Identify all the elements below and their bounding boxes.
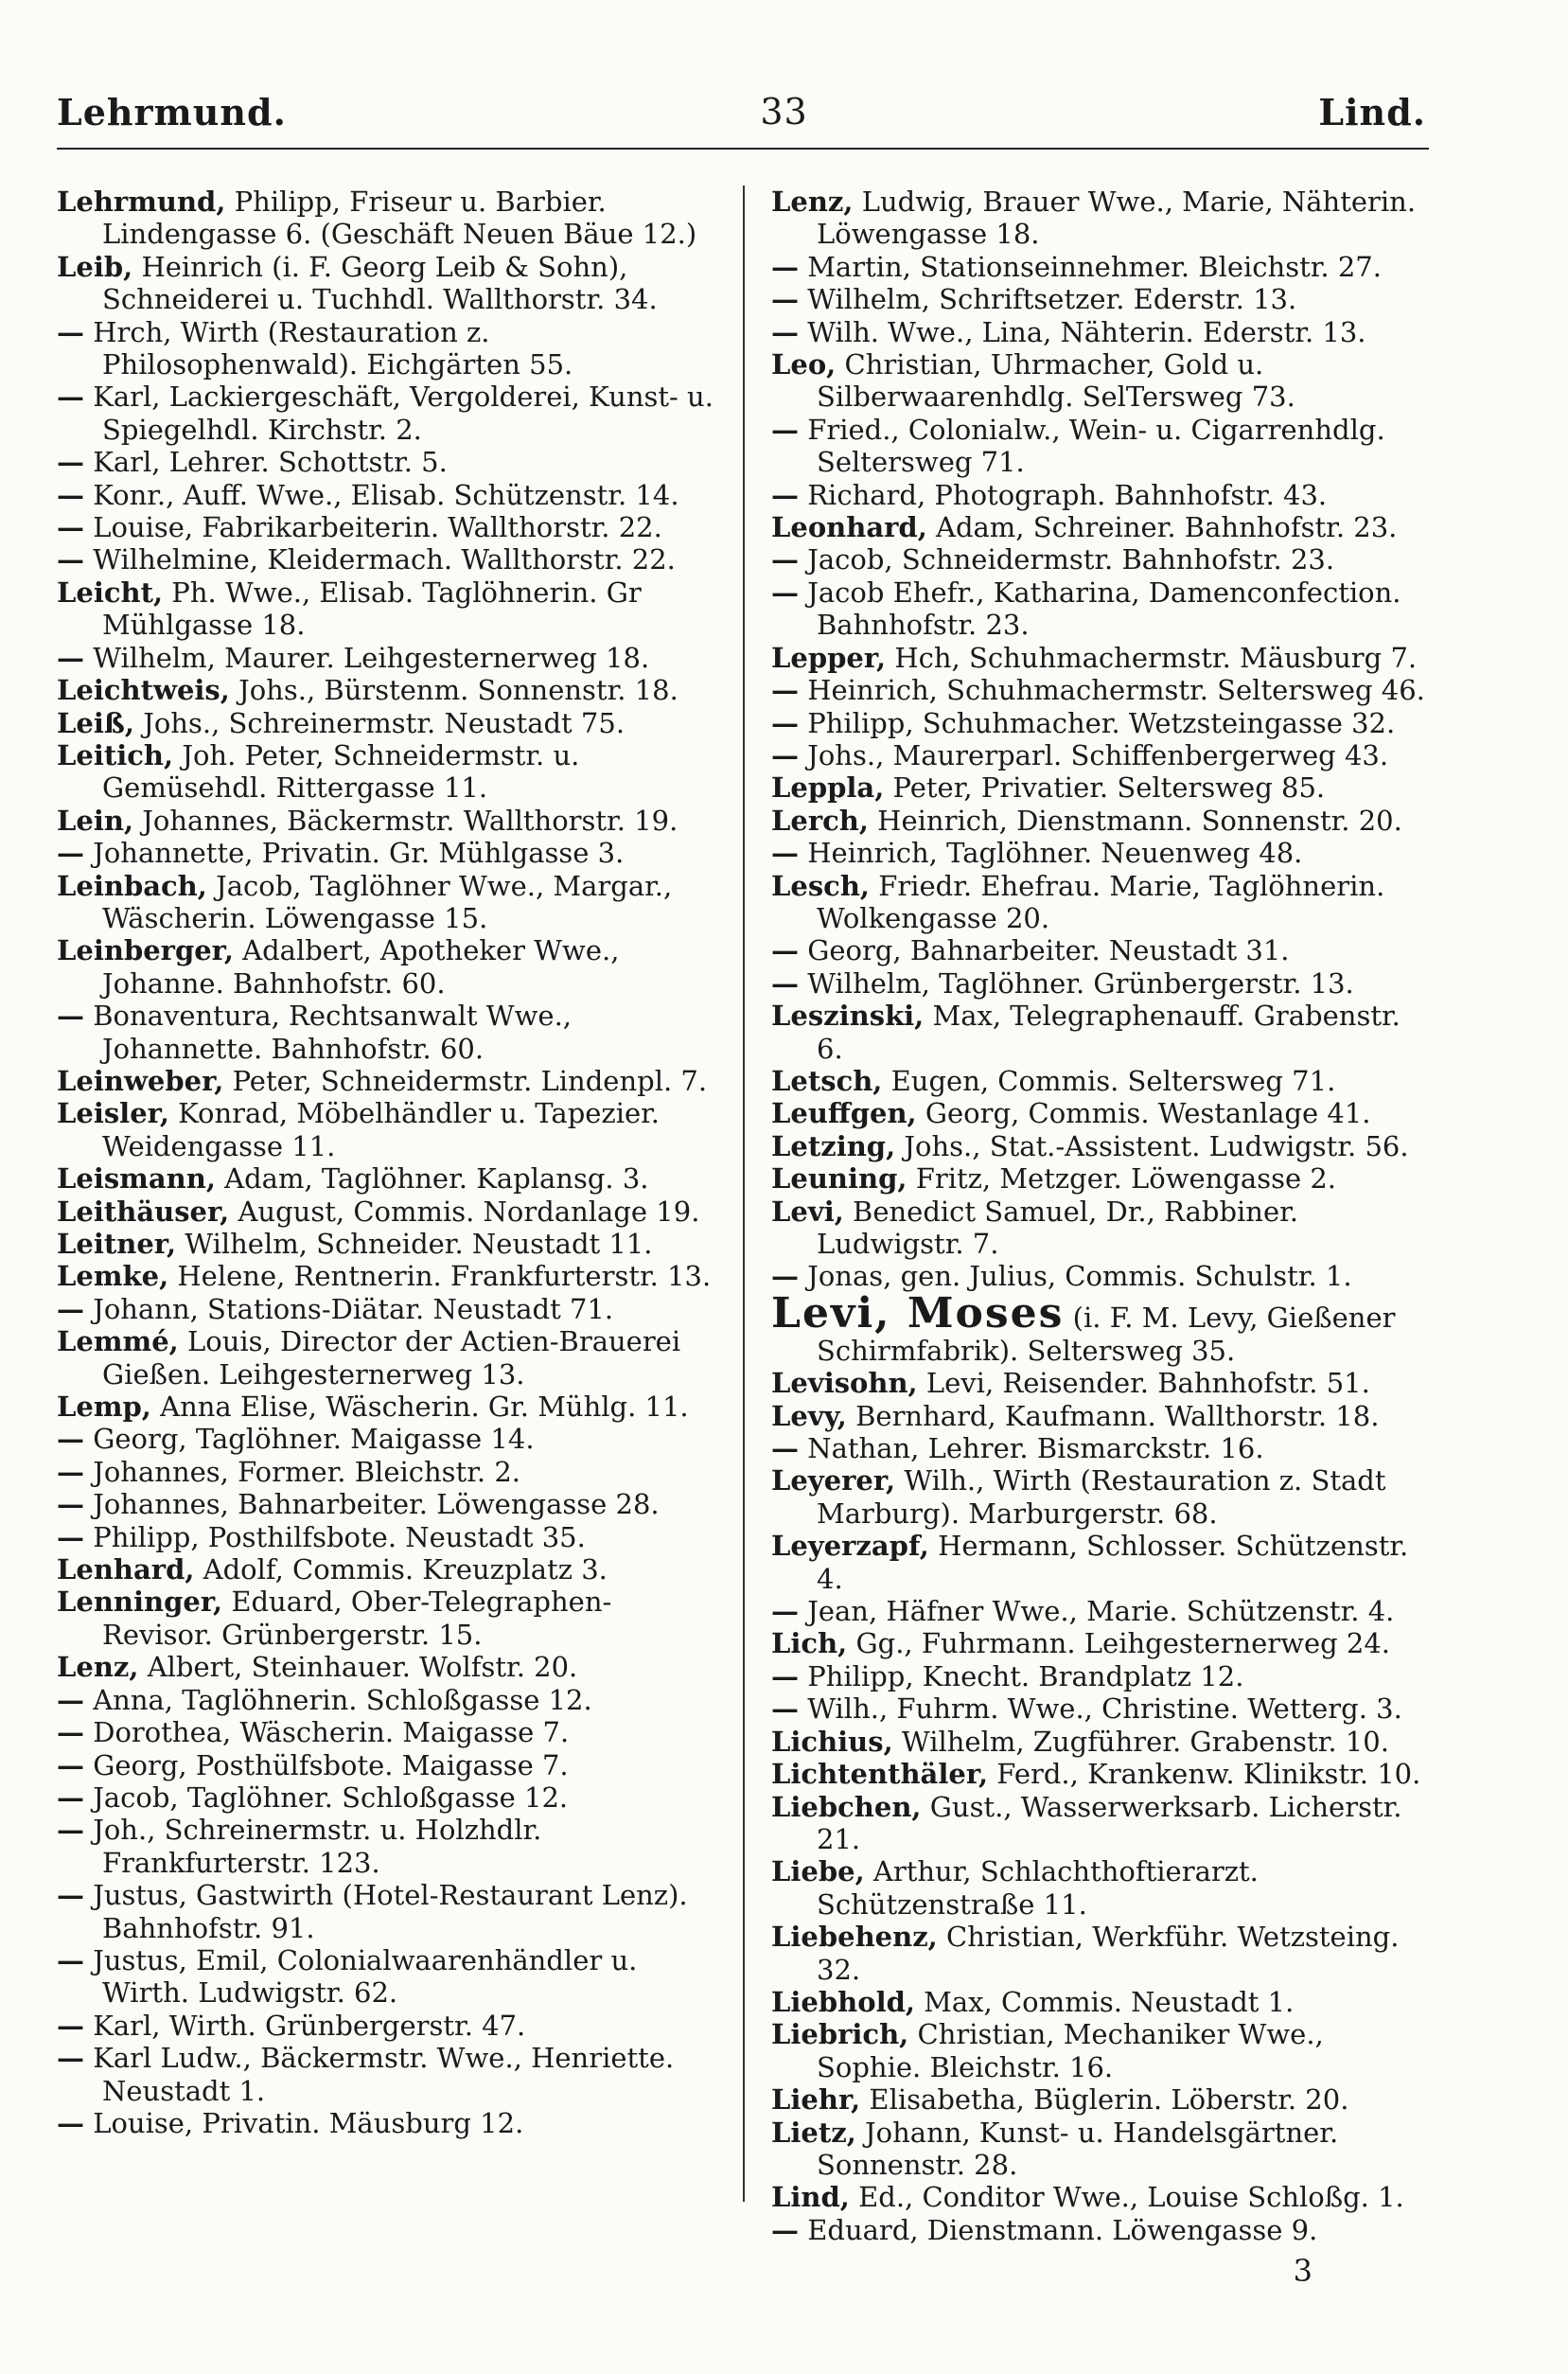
entry-details: Adam, Taglöhner. Kaplansg. 3. [215, 1162, 649, 1196]
entry-details: (i. F. M. Levy, Gießener Schirmfabrik). Seltersweg 35. [817, 1301, 1396, 1367]
directory-entry [771, 771, 1434, 804]
entry-surname: — [771, 250, 799, 283]
directory-entry [57, 1716, 719, 1748]
entry-details: Konrad, Möbelhändler u. Tapezier. Weidengasse 11. [102, 1097, 661, 1162]
entry-surname: — [57, 1292, 84, 1325]
entry-details: Max, Telegraphenauff. Grabenstr. 6. [817, 1000, 1401, 1065]
entry-surname: — [771, 413, 799, 446]
entry-details: Nathan, Lehrer. Bismarckstr. 16. [799, 1432, 1264, 1465]
entry-surname: Leismann, [57, 1162, 216, 1196]
entry-surname: Lemke, [57, 1260, 169, 1293]
entry-surname: Leyerer, [771, 1464, 896, 1497]
directory-entry [771, 1196, 1434, 1261]
entry-surname: Liebe, [771, 1855, 865, 1888]
directory-entry [57, 1781, 719, 1814]
directory-entry [771, 1464, 1434, 1530]
directory-entry [57, 1000, 719, 1065]
directory-entry [771, 283, 1434, 315]
running-head-left: Lehrmund. [57, 91, 287, 133]
entry-surname: — [57, 1716, 84, 1749]
entry-surname: — [771, 2213, 799, 2246]
entry-details: Louis, Director der Actien-Brauerei Gießen. Leihgesternerweg 13. [102, 1325, 681, 1391]
directory-entry [57, 1097, 719, 1162]
entry-details: Johs., Maurerparl. Schiffenbergerweg 43. [799, 738, 1389, 771]
entry-details: Christian, Uhrmacher, Gold u. Silberwaarenhdlg. SelTersweg 73. [817, 348, 1295, 414]
running-head-right: Lind. [1318, 91, 1426, 133]
left-column [57, 186, 719, 2139]
directory-entry [771, 1660, 1434, 1692]
entry-surname: Leiß, [57, 706, 134, 739]
entry-details: Anna, Taglöhnerin. Schloßgasse 12. [84, 1683, 592, 1716]
directory-entry [771, 2214, 1434, 2246]
entry-details: Johann, Stations-Diätar. Neustadt 71. [84, 1292, 614, 1325]
entry-surname: — [771, 1260, 799, 1293]
entry-surname: Leo, [771, 348, 837, 381]
entry-details: Albert, Steinhauer. Wolfstr. 20. [138, 1651, 578, 1684]
directory-entry [771, 1432, 1434, 1464]
entry-details: Dorothea, Wäscherin. Maigasse 7. [84, 1716, 570, 1749]
entry-surname: Lenninger, [57, 1586, 223, 1619]
directory-entry [771, 1097, 1434, 1129]
directory-entry [57, 1879, 719, 1944]
entry-details: Friedr. Ehefrau. Marie, Taglöhnerin. Wolkengasse 20. [817, 869, 1385, 934]
directory-entry [771, 1758, 1434, 1790]
entry-details: Wilh., Fuhrm. Wwe., Christine. Wetterg. 3. [799, 1692, 1402, 1726]
entry-surname: Leitich, [57, 738, 174, 771]
entry-surname: Lichius, [771, 1725, 893, 1758]
directory-entry [57, 1228, 719, 1260]
entry-surname: — [57, 1423, 84, 1456]
entry-surname: — [771, 1692, 799, 1726]
directory-entry [57, 674, 719, 706]
directory-entry [57, 316, 719, 381]
directory-entry [771, 511, 1434, 543]
entry-surname: Levy, [771, 1399, 847, 1432]
directory-entry [57, 251, 719, 316]
directory-entry [771, 1627, 1434, 1659]
entry-details: Georg, Taglöhner. Maigasse 14. [84, 1423, 535, 1456]
directory-entry [57, 707, 719, 739]
entry-surname: Leyerzapf, [771, 1530, 929, 1563]
directory-entry [57, 805, 719, 837]
entry-details: Fried., Colonialw., Wein- u. Cigarrenhdlg. Seltersweg 71. [799, 413, 1385, 479]
directory-entry [57, 1651, 719, 1683]
entry-details: Heinrich (i. F. Georg Leib & Sohn), Schneiderei u. Tuchhdl. Wallthorstr. 34. [102, 250, 658, 316]
entry-surname: Liebrich, [771, 2018, 909, 2051]
entry-surname: — [57, 543, 84, 576]
directory-entry [771, 837, 1434, 869]
entry-surname: — [57, 2009, 84, 2042]
directory-entry [771, 739, 1434, 771]
entry-surname: Leisler, [57, 1097, 169, 1130]
entry-surname: — [771, 576, 799, 609]
entry-details: Heinrich, Dienstmann. Sonnenstr. 20. [868, 804, 1402, 837]
entry-details: Max, Commis. Neustadt 1. [914, 1985, 1295, 2018]
entry-surname: Lehrmund, [57, 186, 226, 218]
entry-surname: — [57, 2106, 84, 2139]
directory-entry [57, 186, 719, 251]
entry-details: Ed., Conditor Wwe., Louise Schloßg. 1. [849, 2181, 1404, 2214]
entry-details: Jonas, gen. Julius, Commis. Schulstr. 1. [799, 1260, 1352, 1293]
entry-details: Johs., Schreinermstr. Neustadt 75. [134, 706, 625, 739]
entry-surname: Lenz, [771, 186, 854, 218]
entry-surname: Letzing, [771, 1129, 896, 1162]
entry-details: Justus, Emil, Colonialwaarenhändler u. Wirth. Ludwigstr. 62. [84, 1943, 638, 2010]
entry-details: Hch, Schuhmachermstr. Mäusburg 7. [886, 641, 1418, 674]
entry-surname: Liehr, [771, 2083, 861, 2117]
entry-surname: — [57, 1455, 84, 1488]
entry-details: Hrch, Wirth (Restauration z. Philosophenwald). Eichgärten 55. [84, 315, 573, 381]
directory-entry [57, 576, 719, 642]
directory-entry [771, 642, 1434, 674]
directory-entry [771, 674, 1434, 706]
entry-surname: — [771, 283, 799, 316]
directory-entry [57, 2010, 719, 2042]
entry-details: Karl, Lehrer. Schottstr. 5. [84, 446, 448, 479]
entry-details: Ph. Wwe., Elisab. Taglöhnerin. Gr Mühlgasse 18. [102, 576, 642, 642]
entry-surname: Lemmé, [57, 1325, 179, 1358]
entry-details: Bonaventura, Rechtsanwalt Wwe., Johannette. Bahnhofstr. 60. [84, 1000, 573, 1065]
entry-details: Fritz, Metzger. Löwengasse 2. [907, 1162, 1337, 1196]
entry-surname: — [57, 1879, 84, 1912]
directory-entry [771, 1692, 1434, 1725]
directory-entry [57, 642, 719, 674]
entry-surname: — [57, 1814, 84, 1847]
entry-details: Philipp, Knecht. Brandplatz 12. [799, 1659, 1244, 1692]
entry-surname: — [771, 1595, 799, 1628]
entry-details: Johs., Bürstenm. Sonnenstr. 18. [229, 674, 678, 707]
directory-entry [771, 805, 1434, 837]
entry-details: Peter, Privatier. Seltersweg 85. [884, 771, 1326, 805]
entry-details: Johannes, Bahnarbeiter. Löwengasse 28. [84, 1488, 660, 1521]
directory-entry [57, 1521, 719, 1553]
entry-details: Louise, Privatin. Mäusburg 12. [84, 2106, 524, 2139]
entry-details: Peter, Schneidermstr. Lindenpl. 7. [223, 1064, 708, 1097]
directory-entry [771, 479, 1434, 511]
entry-surname: — [771, 478, 799, 511]
directory-entry [771, 348, 1434, 414]
entry-details: Christian, Mechaniker Wwe., Sophie. Bleichstr. 16. [817, 2018, 1324, 2083]
directory-entry [57, 739, 719, 805]
entry-surname: Leonhard, [771, 511, 927, 544]
page-number: 33 [760, 91, 808, 133]
entry-surname: — [57, 381, 84, 414]
directory-entry [57, 1196, 719, 1228]
entry-surname: Leicht, [57, 576, 164, 609]
entry-details: Joh. Peter, Schneidermstr. u. Gemüsehdl. Rittergasse 11. [102, 738, 580, 805]
directory-entry [771, 1162, 1434, 1195]
entry-surname: — [771, 315, 799, 348]
directory-entry [57, 1162, 719, 1195]
entry-surname: Lesch, [771, 869, 871, 902]
entry-details: Johann, Kunst- u. Handelsgärtner. Sonnenstr. 28. [817, 2116, 1339, 2181]
entry-details: Wilhelm, Schneider. Neustadt 11. [176, 1228, 653, 1260]
entry-surname: — [57, 446, 84, 479]
directory-entry [771, 1367, 1434, 1399]
entry-details: Ferd., Krankenw. Klinikstr. 10. [988, 1758, 1421, 1791]
header-rule [57, 148, 1429, 150]
entry-details: Adalbert, Apotheker Wwe., Johanne. Bahnhofstr. 60. [102, 934, 620, 1000]
entry-details: Wilhelm, Zugführer. Grabenstr. 10. [892, 1725, 1389, 1758]
entry-details: Louise, Fabrikarbeiterin. Wallthorstr. 22. [84, 511, 662, 544]
entry-surname: Levi, Moses [771, 1288, 1065, 1338]
entry-surname: Leszinski, [771, 1000, 925, 1033]
directory-entry [771, 1921, 1434, 1986]
directory-entry [57, 1456, 719, 1488]
directory-entry [771, 1000, 1434, 1065]
directory-entry [57, 1423, 719, 1455]
entry-surname: Leinbach, [57, 869, 207, 902]
entry-surname: Leuning, [771, 1162, 907, 1196]
directory-entry [57, 1260, 719, 1292]
directory-entry [57, 1814, 719, 1879]
directory-entry [57, 1586, 719, 1651]
entry-details: Ludwig, Brauer Wwe., Marie, Nähterin. Löwengasse 18. [817, 186, 1417, 251]
directory-entry [57, 1944, 719, 2010]
directory-entry [771, 1791, 1434, 1856]
entry-surname: Lietz, [771, 2116, 856, 2149]
entry-surname: — [57, 478, 84, 511]
entry-details: Levi, Reisender. Bahnhofstr. 51. [917, 1367, 1370, 1400]
directory-entry [57, 479, 719, 511]
entry-surname: — [57, 315, 84, 348]
directory-entry [771, 1595, 1434, 1627]
directory-entry [57, 381, 719, 446]
directory-entry [771, 186, 1434, 251]
entry-details: Christian, Werkführ. Wetzsteing. 32. [817, 1921, 1400, 1986]
directory-entry [57, 2042, 719, 2107]
entry-surname: Leuffgen, [771, 1097, 917, 1130]
entry-details: Wilhelm, Taglöhner. Grünbergerstr. 13. [799, 966, 1354, 1000]
entry-details: Wilhelmine, Kleidermach. Wallthorstr. 22. [84, 543, 676, 576]
column-divider [743, 186, 745, 2202]
entry-surname: — [57, 2042, 84, 2075]
directory-entry [57, 1391, 719, 1423]
directory-entry [57, 1749, 719, 1781]
entry-surname: — [771, 674, 799, 707]
entry-details: August, Commis. Nordanlage 19. [229, 1195, 700, 1228]
directory-entry [771, 1726, 1434, 1758]
entry-details: Martin, Stationseinnehmer. Bleichstr. 27. [799, 250, 1382, 283]
entry-details: Heinrich, Schuhmachermstr. Seltersweg 46. [799, 674, 1425, 707]
directory-entry [57, 1553, 719, 1586]
entry-surname: Leppla, [771, 771, 885, 805]
directory-entry [771, 2083, 1434, 2116]
directory-entry [771, 1530, 1434, 1595]
directory-entry [771, 1260, 1434, 1292]
entry-surname: — [771, 1659, 799, 1692]
directory-entry [771, 1400, 1434, 1432]
entry-details: Jean, Häfner Wwe., Marie. Schützenstr. 4. [799, 1595, 1395, 1628]
entry-surname: Lein, [57, 804, 134, 837]
directory-entry [57, 1684, 719, 1716]
entry-details: Jacob, Schneidermstr. Bahnhofstr. 23. [799, 543, 1335, 576]
entry-surname: — [57, 1748, 84, 1781]
entry-surname: — [57, 1520, 84, 1553]
entry-surname: Liebchen, [771, 1790, 922, 1823]
directory-entry [771, 1288, 1434, 1367]
entry-details: Georg, Posthülfsbote. Maigasse 7. [84, 1748, 569, 1781]
entry-surname: Levi, [771, 1195, 844, 1228]
entry-details: Joh., Schreinermstr. u. Holzhdlr. Frankfurterstr. 123. [84, 1814, 542, 1879]
entry-surname: Lenz, [57, 1651, 139, 1684]
entry-details: Johannes, Bäckermstr. Wallthorstr. 19. [133, 804, 678, 837]
directory-entry [771, 414, 1434, 479]
entry-details: Johs., Stat.-Assistent. Ludwigstr. 56. [895, 1129, 1409, 1162]
entry-surname: — [771, 1432, 799, 1465]
directory-entry [57, 870, 719, 935]
entry-surname: — [771, 934, 799, 967]
entry-surname: — [771, 706, 799, 739]
entry-details: Adolf, Commis. Kreuzplatz 3. [194, 1553, 608, 1586]
entry-surname: Leitner, [57, 1228, 177, 1260]
entry-surname: Lenhard, [57, 1553, 195, 1586]
entry-details: Arthur, Schlachthoftierarzt. Schützenstraße 11. [817, 1855, 1259, 1921]
directory-entry [57, 543, 719, 576]
directory-entry [771, 934, 1434, 966]
entry-surname: Lind, [771, 2181, 850, 2214]
entry-details: Jacob Ehefr., Katharina, Damenconfection. Bahnhofstr. 23. [799, 576, 1401, 642]
entry-surname: — [57, 1780, 84, 1814]
entry-surname: — [771, 966, 799, 1000]
entry-details: Georg, Bahnarbeiter. Neustadt 31. [799, 934, 1290, 967]
entry-details: Gust., Wasserwerksarb. Licherstr. 21. [817, 1790, 1402, 1855]
directory-entry [771, 870, 1434, 935]
entry-details: Adam, Schreiner. Bahnhofstr. 23. [926, 511, 1398, 544]
entry-details: Eduard, Ober-Telegraphen-Revisor. Grünbergerstr. 15. [102, 1586, 612, 1651]
entry-surname: Lepper, [771, 641, 887, 674]
entry-surname: — [57, 641, 84, 674]
entry-details: Jacob, Taglöhner. Schloßgasse 12. [84, 1780, 569, 1814]
entry-surname: — [57, 511, 84, 544]
entry-surname: Lemp, [57, 1391, 151, 1424]
directory-entry [771, 2117, 1434, 2182]
directory-entry [57, 1325, 719, 1391]
entry-surname: — [57, 1488, 84, 1521]
entry-details: Wilh. Wwe., Lina, Nähterin. Ederstr. 13. [799, 315, 1366, 348]
entry-details: Heinrich, Taglöhner. Neuenweg 48. [799, 837, 1303, 870]
directory-entry [57, 1488, 719, 1520]
entry-details: Justus, Gastwirth (Hotel-Restaurant Lenz). Bahnhofstr. 91. [84, 1879, 688, 1944]
directory-entry [771, 576, 1434, 642]
directory-entry [57, 511, 719, 543]
entry-details: Richard, Photograph. Bahnhofstr. 43. [799, 478, 1328, 511]
entry-details: Eugen, Commis. Seltersweg 71. [882, 1064, 1336, 1097]
entry-details: Philipp, Friseur u. Barbier. Lindengasse 6. (Geschäft Neuen Bäue 12.) [102, 186, 697, 251]
entry-details: Anna Elise, Wäscherin. Gr. Mühlg. 11. [150, 1391, 689, 1424]
entry-details: Elisabetha, Büglerin. Löberstr. 20. [860, 2083, 1349, 2117]
entry-surname: Liebehenz, [771, 1921, 938, 1954]
entry-details: Jacob, Taglöhner Wwe., Margar., Wäscherin. Löwengasse 15. [102, 869, 673, 934]
directory-entry [771, 1065, 1434, 1097]
entry-details: Gg., Fuhrmann. Leihgesternerweg 24. [847, 1627, 1391, 1660]
directory-entry [57, 446, 719, 478]
directory-entry [771, 251, 1434, 283]
entry-details: Johannes, Former. Bleichstr. 2. [84, 1455, 520, 1488]
entry-surname: Leinberger, [57, 934, 234, 967]
entry-details: Eduard, Dienstmann. Löwengasse 9. [799, 2213, 1318, 2246]
entry-details: Bernhard, Kaufmann. Wallthorstr. 18. [846, 1399, 1380, 1432]
entry-details: Karl, Wirth. Grünbergerstr. 47. [84, 2009, 526, 2042]
entry-surname: Leichtweis, [57, 674, 230, 707]
directory-entry [771, 1130, 1434, 1162]
entry-surname: Letsch, [771, 1064, 883, 1097]
entry-surname: — [771, 543, 799, 576]
entry-details: Karl Ludw., Bäckermstr. Wwe., Henriette. Neustadt 1. [84, 2042, 675, 2107]
directory-entry [771, 2018, 1434, 2083]
directory-entry [57, 1293, 719, 1325]
entry-details: Wilh., Wirth (Restauration z. Stadt Marburg). Marburgerstr. 68. [817, 1464, 1386, 1530]
directory-entry [771, 316, 1434, 348]
directory-entry [771, 1986, 1434, 2018]
entry-surname: Lerch, [771, 804, 869, 837]
entry-details: Georg, Commis. Westanlage 41. [916, 1097, 1371, 1130]
directory-entry [771, 967, 1434, 1000]
directory-entry [771, 2181, 1434, 2213]
entry-details: Helene, Rentnerin. Frankfurterstr. 13. [168, 1260, 712, 1293]
directory-entry [57, 837, 719, 869]
entry-surname: Leib, [57, 250, 133, 283]
directory-entry [57, 1065, 719, 1097]
entry-details: Wilhelm, Maurer. Leihgesternerweg 18. [84, 641, 650, 674]
directory-entry [771, 543, 1434, 576]
entry-surname: Lichtenthäler, [771, 1758, 989, 1791]
entry-details: Karl, Lackiergeschäft, Vergolderei, Kunst- u. Spiegelhdl. Kirchstr. 2. [84, 381, 714, 446]
right-column [771, 186, 1434, 2246]
entry-surname: — [57, 1683, 84, 1716]
entry-details: Konr., Auff. Wwe., Elisab. Schützenstr. 14. [84, 478, 679, 511]
entry-surname: — [57, 837, 84, 870]
entry-surname: — [771, 837, 799, 870]
entry-surname: Leinweber, [57, 1064, 224, 1097]
entry-surname: Liebhold, [771, 1985, 915, 2018]
directory-entry [771, 1855, 1434, 1921]
signature-mark: 3 [1293, 2253, 1313, 2289]
entry-surname: Leithäuser, [57, 1195, 230, 1228]
entry-surname: — [771, 738, 799, 771]
entry-surname: — [57, 1943, 84, 1976]
directory-entry [57, 2107, 719, 2139]
directory-entry [57, 934, 719, 1000]
entry-details: Philipp, Posthilfsbote. Neustadt 35. [84, 1520, 586, 1553]
entry-surname: Levisohn, [771, 1367, 918, 1400]
entry-details: Benedict Samuel, Dr., Rabbiner. Ludwigstr. 7. [817, 1195, 1299, 1260]
entry-details: Johannette, Privatin. Gr. Mühlgasse 3. [84, 837, 625, 870]
entry-details: Philipp, Schuhmacher. Wetzsteingasse 32. [799, 706, 1396, 739]
entry-surname: — [57, 1000, 84, 1033]
entry-details: Wilhelm, Schriftsetzer. Ederstr. 13. [799, 283, 1297, 316]
entry-surname: Lich, [771, 1627, 848, 1660]
entry-details: Hermann, Schlosser. Schützenstr. 4. [817, 1530, 1409, 1595]
directory-entry [771, 707, 1434, 739]
